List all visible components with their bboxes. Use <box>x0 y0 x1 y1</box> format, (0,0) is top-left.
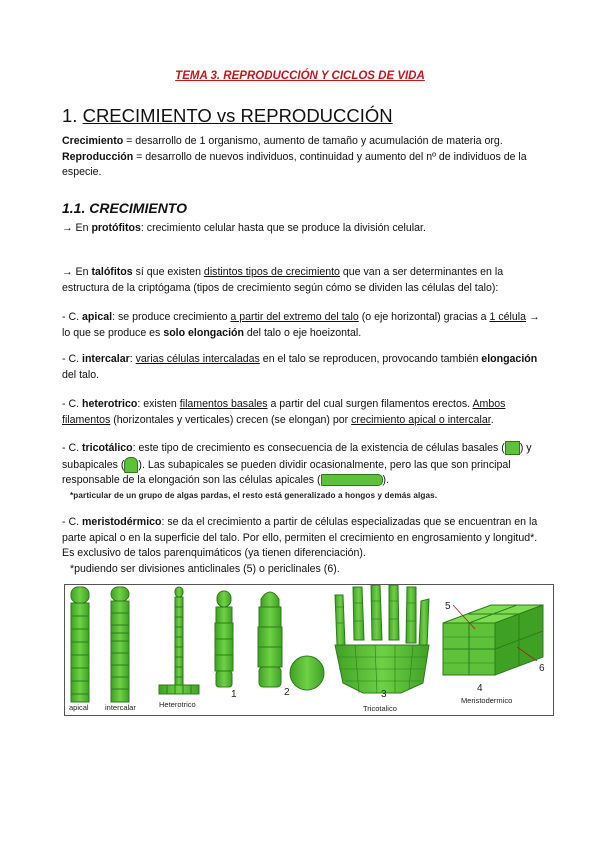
label-num-2: 2 <box>284 687 290 698</box>
bullet-prefix: - C. <box>62 311 83 323</box>
apical-text-2: (o eje horizontal) gracias a <box>358 311 490 323</box>
meristodermico-text: : se da el crecimiento a partir de células especializadas que se encuentran en la parte apical o en la superficie del talo. Por ello, permiten el crecimiento en engrosamiento y longitud*. Es exclusivo de talos parenquimáticos (ya tienen diferenciación). <box>62 516 538 559</box>
intercalar-text-1: : <box>129 353 136 365</box>
apical-text-4: del talo o eje hoeizontal. <box>243 326 362 339</box>
intercalar-text-2: en el talo se reproducen, provocando también <box>259 353 482 365</box>
growth-types-figure <box>64 584 554 716</box>
term-apical: apical <box>82 311 113 323</box>
tricotalico-text-4: ). <box>382 473 390 486</box>
label-intercalar: intercalar <box>105 703 136 712</box>
heterotrico-underline-2: Ambos filamentos <box>62 398 506 426</box>
round-thallus-drawing <box>290 656 324 690</box>
apical-text-3: → lo que se produce es <box>62 311 540 339</box>
heterotrico-underline-1: filamentos basales <box>179 398 268 410</box>
heterotrico-paragraph <box>62 397 540 428</box>
intercalar-underline: varias células intercaladas <box>135 353 260 365</box>
label-apical: apical <box>69 703 89 712</box>
apical-filament-drawing <box>71 587 89 702</box>
apical-paragraph <box>62 310 540 341</box>
bullet-prefix: - C. <box>62 353 83 365</box>
subapical-cell-icon <box>124 457 138 473</box>
apical-underline-1: a partir del extremo del talo <box>230 311 359 323</box>
intercalar-bold: elongación <box>481 353 538 365</box>
talofitos-mid: sí que existen <box>132 266 204 278</box>
term-heterotrico: heterotrico <box>82 398 138 410</box>
definitions-paragraph <box>62 134 540 181</box>
tricotalico-paragraph <box>62 441 548 504</box>
term-tricotalico: tricotálico <box>82 442 133 454</box>
label-tricotalico: Tricotalico <box>363 704 397 713</box>
bullet-prefix: - C. <box>62 398 83 410</box>
section-number: 1. <box>62 105 78 126</box>
tricotalico-text-1: : este tipo de crecimiento es consecuencia de la existencia de células basales ( <box>132 442 505 454</box>
label-heterotrico: Heterotrico <box>159 700 196 709</box>
growth-types-illustration <box>65 585 553 715</box>
filament-2-drawing <box>258 592 282 687</box>
term-protofitos: protófitos <box>91 222 141 234</box>
meristodermico-note: *pudiendo ser divisiones anticlinales (5) o periclinales (6). <box>70 562 340 575</box>
label-num-5: 5 <box>445 601 451 612</box>
tricotalico-text-2: ) y subapicales ( <box>62 442 532 471</box>
intercalar-text-3: del talo. <box>62 368 100 381</box>
meristodermico-block-drawing <box>443 605 543 675</box>
apical-underline-2: 1 célula <box>489 311 527 323</box>
tricotalico-note: *particular de un grupo de algas pardas, el resto está generalizado a hongos y demás algas. <box>70 491 438 501</box>
reproduccion-definition: = desarrollo de nuevos individuos, continuidad y aumento del nº de individuos de la especie. <box>62 150 527 178</box>
meristodermico-paragraph <box>62 515 540 577</box>
term-talofitos: talófitos <box>91 266 133 278</box>
intercalar-filament-drawing <box>111 587 129 702</box>
section-heading <box>62 105 393 127</box>
heterotrico-drawing <box>159 587 199 694</box>
protofitos-paragraph <box>62 221 540 237</box>
label-num-1: 1 <box>231 689 237 700</box>
protofitos-text: : crecimiento celular hasta que se produce la división celular. <box>140 222 426 234</box>
tricotalico-drawing <box>335 585 429 693</box>
filament-1-drawing <box>215 591 233 687</box>
term-reproduccion: Reproducción <box>62 150 134 163</box>
apical-text-1: : se produce crecimiento <box>112 311 231 323</box>
label-num-3: 3 <box>381 689 387 700</box>
heterotrico-text-2: a partir del cual surgen filamentos erectos. <box>267 398 473 410</box>
label-num-6: 6 <box>539 663 545 674</box>
basal-cell-icon <box>505 441 520 455</box>
apical-bold: solo elongación <box>163 326 244 339</box>
crecimiento-definition: = desarrollo de 1 organismo, aumento de tamaño y acumulación de materia org. <box>123 135 503 147</box>
apical-cell-icon <box>321 474 383 486</box>
heterotrico-text-4: . <box>490 413 494 426</box>
term-intercalar: intercalar <box>82 353 130 365</box>
label-meristodermico: Meristodermico <box>461 696 513 705</box>
talofitos-paragraph <box>62 265 540 296</box>
term-crecimiento: Crecimiento <box>62 135 124 147</box>
document-title: TEMA 3. REPRODUCCIÓN Y CICLOS DE VIDA <box>175 70 425 82</box>
label-num-4: 4 <box>477 683 483 694</box>
intercalar-paragraph <box>62 352 540 383</box>
arrow-prefix: → En <box>62 266 92 278</box>
heterotrico-text-3: (horizontales y verticales) crecen (se elongan) por <box>110 413 352 426</box>
tricotalico-text-3: ). Las subapicales se pueden dividir ocasionalmente, pero las que son principal responsable de la elongación son las células apicales ( <box>62 458 511 486</box>
arrow-prefix: → En <box>62 222 92 234</box>
term-meristodermico: meristodérmico <box>82 516 162 528</box>
heterotrico-underline-3: crecimiento apical o intercalar <box>351 413 491 426</box>
heterotrico-text-1: : existen <box>137 398 180 410</box>
subsection-heading: 1.1. CRECIMIENTO <box>62 200 187 216</box>
bullet-prefix: - C. <box>62 516 83 528</box>
talofitos-text: que van a ser determinantes en la estructura de la criptógama (tipos de crecimiento según cómo se dividen las células del talo): <box>62 266 504 294</box>
growth-types-underlined: distintos tipos de crecimiento <box>203 266 340 278</box>
bullet-prefix: - C. <box>62 442 83 454</box>
section-title: CRECIMIENTO vs REPRODUCCIÓN <box>82 105 393 126</box>
